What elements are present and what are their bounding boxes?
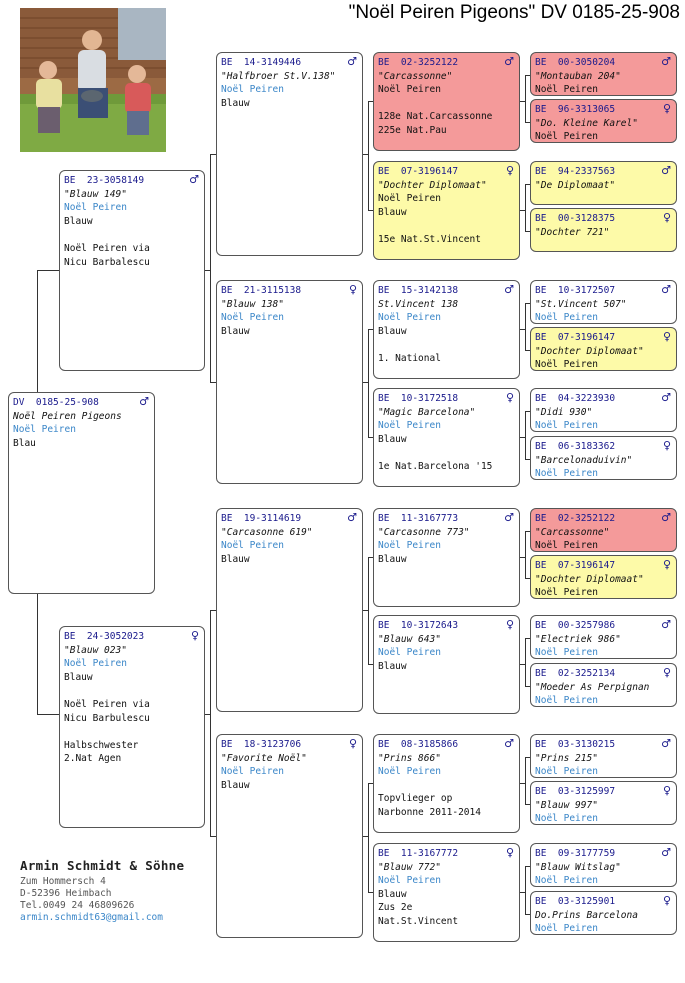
pigeon-info: Blauw	[64, 671, 93, 683]
pigeon-info: Halbschwester	[64, 739, 139, 751]
address-street: Zum Hommersch 4	[20, 876, 106, 887]
breeder-name: Noël Peiren	[64, 202, 127, 214]
page-title: "Noël Peiren Pigeons" DV 0185-25-908	[348, 2, 680, 23]
ring-number: BE 14-3149446	[221, 57, 302, 68]
ring-number: BE 03-3125901	[535, 896, 616, 907]
pigeon-name: "Blauw 772"	[378, 861, 441, 873]
male-icon: ♂	[661, 391, 671, 404]
breeder-name: Noël Peiren	[535, 312, 598, 324]
breeder-name: Noël Peiren	[535, 813, 598, 825]
connector-line	[525, 411, 526, 460]
connector-line	[525, 411, 530, 412]
pigeon-info: Blauw	[221, 325, 250, 337]
pedigree-card	[530, 781, 677, 825]
connector-line	[37, 714, 59, 715]
connector-line	[37, 594, 38, 714]
connector-line	[368, 783, 373, 784]
pigeon-info: Noël Peiren	[535, 84, 598, 96]
spacer	[378, 338, 515, 352]
pigeon-name: "Moeder As Perpignan	[535, 681, 650, 693]
pigeon-name: Do.Prins Barcelona	[535, 909, 638, 921]
pigeon-info: Blauw	[221, 779, 250, 791]
pedigree-card	[216, 52, 363, 256]
connector-line	[210, 836, 216, 837]
ring-number: BE 10-3172643	[378, 620, 459, 631]
connector-line	[525, 757, 530, 758]
connector-line	[525, 303, 530, 304]
pigeon-info: 1. National	[378, 352, 441, 364]
ring-number: BE 94-2337563	[535, 166, 616, 177]
pigeon-name: "Prins 215"	[535, 752, 598, 764]
connector-line	[368, 557, 369, 665]
pigeon-name: "De Diplomaat"	[535, 179, 616, 191]
connector-line	[368, 210, 373, 211]
connector-line	[210, 382, 216, 383]
pigeon-name: "Blauw 643"	[378, 633, 441, 645]
pigeon-info: Noël Peiren	[378, 193, 441, 205]
female-icon: ♀	[348, 283, 357, 296]
male-icon: ♂	[504, 737, 514, 750]
pigeon-name: "Barcelonaduivin"	[535, 454, 633, 466]
pigeon-info: Noël Peiren	[535, 587, 598, 599]
pigeon-name: "Dochter Diplomaat"	[535, 345, 644, 357]
breeder-name: Noël Peiren	[221, 766, 284, 778]
ring-number: BE 09-3177759	[535, 848, 616, 859]
breeder-contact	[20, 858, 184, 924]
breeder-name: Noël Peiren	[378, 647, 441, 659]
connector-line	[525, 804, 530, 805]
connector-line	[210, 154, 216, 155]
pedigree-card	[530, 280, 677, 324]
pedigree-card	[530, 891, 677, 935]
pigeon-info: Noël Peiren via	[64, 698, 150, 710]
pigeon-info: Noël Peiren	[378, 84, 441, 96]
ring-number: BE 02-3252122	[378, 57, 459, 68]
female-icon: ♀	[662, 102, 671, 115]
pedigree-card	[373, 280, 520, 379]
pigeon-info: Noël Peiren via	[64, 242, 150, 254]
ring-number: BE 11-3167773	[378, 513, 459, 524]
breeder-name: Noël Peiren	[535, 647, 598, 659]
family-photo	[20, 8, 166, 152]
male-icon: ♂	[504, 283, 514, 296]
breeder-name: Noël Peiren	[535, 420, 598, 432]
connector-line	[37, 270, 59, 271]
pigeon-name: "Blauw 997"	[535, 799, 598, 811]
breeder-name: Noël Peiren	[378, 875, 441, 887]
connector-line	[525, 122, 530, 123]
connector-line	[210, 154, 211, 383]
pedigree-card	[530, 208, 677, 252]
breeder-name: Noël Peiren	[535, 923, 598, 935]
male-icon: ♂	[347, 511, 357, 524]
pigeon-info: Blauw	[378, 325, 407, 337]
connector-line	[525, 866, 530, 867]
pedigree-card	[530, 734, 677, 778]
ring-number: BE 96-3313065	[535, 104, 616, 115]
pedigree-card	[373, 734, 520, 833]
pigeon-name: "Halfbroer St.V.138"	[221, 70, 336, 82]
male-icon: ♂	[661, 164, 671, 177]
connector-line	[368, 557, 373, 558]
pedigree-card	[373, 161, 520, 260]
ring-number: BE 04-3223930	[535, 393, 616, 404]
ring-number: BE 07-3196147	[378, 166, 459, 177]
connector-line	[368, 101, 373, 102]
company-name: Armin Schmidt & Söhne	[20, 858, 185, 873]
male-icon: ♂	[347, 55, 357, 68]
pedigree-card	[530, 161, 677, 205]
spacer	[378, 779, 515, 793]
ring-number: BE 10-3172518	[378, 393, 459, 404]
pigeon-info: Noël Peiren	[535, 131, 598, 143]
spacer	[378, 97, 515, 111]
pigeon-info: Nicu Barbulescu	[64, 712, 150, 724]
breeder-name: Noël Peiren	[221, 84, 284, 96]
connector-line	[525, 866, 526, 915]
pedigree-card	[216, 280, 363, 484]
pedigree-card	[373, 52, 520, 151]
connector-line	[525, 578, 530, 579]
connector-line	[368, 783, 369, 893]
connector-line	[525, 303, 526, 351]
pigeon-info: Blauw	[378, 888, 407, 900]
connector-line	[525, 638, 526, 687]
ring-number: BE 21-3115138	[221, 285, 302, 296]
connector-line	[368, 329, 373, 330]
breeder-name: Noël Peiren	[535, 875, 598, 887]
pedigree-card	[530, 52, 677, 96]
breeder-name: Noël Peiren	[13, 424, 76, 436]
female-icon: ♀	[505, 164, 514, 177]
pigeon-info: Blauw	[378, 660, 407, 672]
pigeon-info: Topvlieger op	[378, 793, 453, 805]
male-icon: ♂	[504, 511, 514, 524]
female-icon: ♀	[662, 558, 671, 571]
male-icon: ♂	[661, 511, 671, 524]
male-icon: ♂	[139, 395, 149, 408]
pigeon-info: Noël Peiren	[535, 540, 598, 552]
address-city: D-52396 Heimbach	[20, 888, 112, 899]
spacer	[64, 684, 200, 698]
pigeon-name: "Dochter 721"	[535, 226, 610, 238]
pigeon-info: 15e Nat.St.Vincent	[378, 233, 481, 245]
pigeon-info: Blau	[13, 437, 36, 449]
connector-line	[525, 757, 526, 805]
breeder-name: Noël Peiren	[221, 312, 284, 324]
connector-line	[525, 686, 530, 687]
male-icon: ♂	[661, 55, 671, 68]
pigeon-name: "Blauw 149"	[64, 188, 127, 200]
ring-number: BE 03-3125997	[535, 786, 616, 797]
pigeon-name: Noël Peiren Pigeons	[13, 410, 122, 422]
pigeon-info: Blauw	[221, 97, 250, 109]
connector-line	[37, 270, 38, 392]
email-link[interactable]: armin.schmidt63@gmail.com	[20, 912, 163, 923]
pedigree-card	[530, 615, 677, 659]
pigeon-name: "Carcassonne"	[535, 526, 610, 538]
ring-number: BE 23-3058149	[64, 175, 145, 186]
connector-line	[368, 437, 373, 438]
ring-number: BE 10-3172507	[535, 285, 616, 296]
pigeon-info: Blauw	[378, 553, 407, 565]
female-icon: ♀	[505, 391, 514, 404]
spacer	[64, 725, 200, 739]
connector-line	[525, 231, 530, 232]
pigeon-info: Zus 2e	[378, 902, 413, 914]
ring-number: BE 07-3196147	[535, 560, 616, 571]
breeder-name: Noël Peiren	[221, 540, 284, 552]
pedigree-card	[59, 170, 205, 371]
female-icon: ♀	[662, 784, 671, 797]
pigeon-name: "Electriek 986"	[535, 633, 621, 645]
pedigree-card	[216, 508, 363, 712]
pedigree-card	[8, 392, 155, 594]
male-icon: ♂	[661, 618, 671, 631]
pigeon-name: "Dochter Diplomaat"	[378, 179, 487, 191]
connector-line	[525, 638, 530, 639]
pigeon-info: Blauw	[64, 215, 93, 227]
pedigree-card	[59, 626, 205, 828]
female-icon: ♀	[662, 666, 671, 679]
connector-line	[525, 531, 526, 579]
pigeon-info: 1e Nat.Barcelona '15	[378, 460, 493, 472]
breeder-name: Noël Peiren	[64, 658, 127, 670]
pigeon-name: "Blauw 138"	[221, 298, 284, 310]
connector-line	[368, 101, 369, 211]
connector-line	[525, 531, 530, 532]
male-icon: ♂	[661, 737, 671, 750]
connector-line	[525, 459, 530, 460]
connector-line	[525, 914, 530, 915]
pedigree-card	[530, 508, 677, 552]
pedigree-card	[530, 843, 677, 887]
ring-number: BE 00-3050204	[535, 57, 616, 68]
pigeon-name: "Carcasonne 619"	[221, 526, 313, 538]
ring-number: BE 00-3257986	[535, 620, 616, 631]
breeder-name: Noël Peiren	[535, 766, 598, 778]
pigeon-name: "Carcassonne"	[378, 70, 453, 82]
ring-number: BE 19-3114619	[221, 513, 302, 524]
ring-number: BE 02-3252134	[535, 668, 616, 679]
female-icon: ♀	[662, 894, 671, 907]
connector-line	[525, 350, 530, 351]
connector-line	[525, 184, 530, 185]
pigeon-info: Blauw	[378, 206, 407, 218]
pedigree-card	[530, 99, 677, 143]
pigeon-info: Noël Peiren	[535, 359, 598, 371]
pigeon-info: Blauw	[221, 553, 250, 565]
pedigree-card	[373, 508, 520, 607]
pigeon-info: Blauw	[378, 433, 407, 445]
pigeon-name: "Blauw Witslag"	[535, 861, 621, 873]
breeder-name: Noël Peiren	[378, 540, 441, 552]
pigeon-name: "Dochter Diplomaat"	[535, 573, 644, 585]
breeder-name: Noël Peiren	[378, 766, 441, 778]
pigeon-name: "Montauban 204"	[535, 70, 621, 82]
male-icon: ♂	[661, 283, 671, 296]
male-icon: ♂	[189, 173, 199, 186]
pigeon-name: St.Vincent 138	[378, 298, 459, 310]
female-icon: ♀	[505, 846, 514, 859]
pigeon-name: "Prins 866"	[378, 752, 441, 764]
pigeon-name: "St.Vincent 507"	[535, 298, 627, 310]
pigeon-info: Nat.St.Vincent	[378, 915, 459, 927]
breeder-name: Noël Peiren	[535, 695, 598, 707]
pigeon-info: 2.Nat Agen	[64, 753, 122, 765]
male-icon: ♂	[661, 846, 671, 859]
phone-number: Tel.0049 24 46809626	[20, 900, 135, 911]
pedigree-card	[530, 436, 677, 480]
connector-line	[368, 329, 369, 438]
spacer	[378, 446, 515, 460]
pigeon-name: "Didi 930"	[535, 406, 593, 418]
pedigree-card	[530, 327, 677, 371]
female-icon: ♀	[662, 439, 671, 452]
breeder-name: Noël Peiren	[378, 312, 441, 324]
female-icon: ♀	[348, 737, 357, 750]
breeder-name: Noël Peiren	[378, 420, 441, 432]
pigeon-name: "Favorite Noël"	[221, 752, 307, 764]
ring-number: BE 15-3142138	[378, 285, 459, 296]
ring-number: BE 08-3185866	[378, 739, 459, 750]
connector-line	[210, 610, 211, 837]
spacer	[378, 219, 515, 233]
connector-line	[210, 610, 216, 611]
connector-line	[525, 75, 526, 123]
pigeon-info: 225e Nat.Pau	[378, 124, 447, 136]
ring-number: BE 00-3128375	[535, 213, 616, 224]
ring-number: BE 18-3123706	[221, 739, 302, 750]
ring-number: BE 24-3052023	[64, 631, 145, 642]
ring-number: BE 07-3196147	[535, 332, 616, 343]
ring-number: BE 03-3130215	[535, 739, 616, 750]
ring-number: BE 06-3183362	[535, 441, 616, 452]
male-icon: ♂	[504, 55, 514, 68]
pedigree-card	[373, 388, 520, 487]
pigeon-name: "Do. Kleine Karel"	[535, 117, 638, 129]
female-icon: ♀	[190, 629, 199, 642]
breeder-name: Noël Peiren	[535, 468, 598, 480]
connector-line	[368, 892, 373, 893]
pedigree-card	[373, 843, 520, 942]
pedigree-card	[530, 555, 677, 599]
pigeon-info: Nicu Barbalescu	[64, 256, 150, 268]
pedigree-card	[216, 734, 363, 938]
pigeon-name: "Blauw 023"	[64, 644, 127, 656]
pigeon-info: Narbonne 2011-2014	[378, 806, 481, 818]
connector-line	[525, 75, 530, 76]
female-icon: ♀	[662, 330, 671, 343]
ring-number: DV 0185-25-908	[13, 397, 99, 408]
connector-line	[525, 184, 526, 232]
spacer	[64, 228, 200, 242]
pedigree-card	[373, 615, 520, 714]
female-icon: ♀	[505, 618, 514, 631]
pigeon-name: "Carcasonne 773"	[378, 526, 470, 538]
female-icon: ♀	[662, 211, 671, 224]
pigeon-name: "Magic Barcelona"	[378, 406, 476, 418]
pedigree-card	[530, 388, 677, 432]
pedigree-card	[530, 663, 677, 707]
connector-line	[368, 664, 373, 665]
ring-number: BE 11-3167772	[378, 848, 459, 859]
ring-number: BE 02-3252122	[535, 513, 616, 524]
pigeon-info: 128e Nat.Carcassonne	[378, 111, 493, 123]
